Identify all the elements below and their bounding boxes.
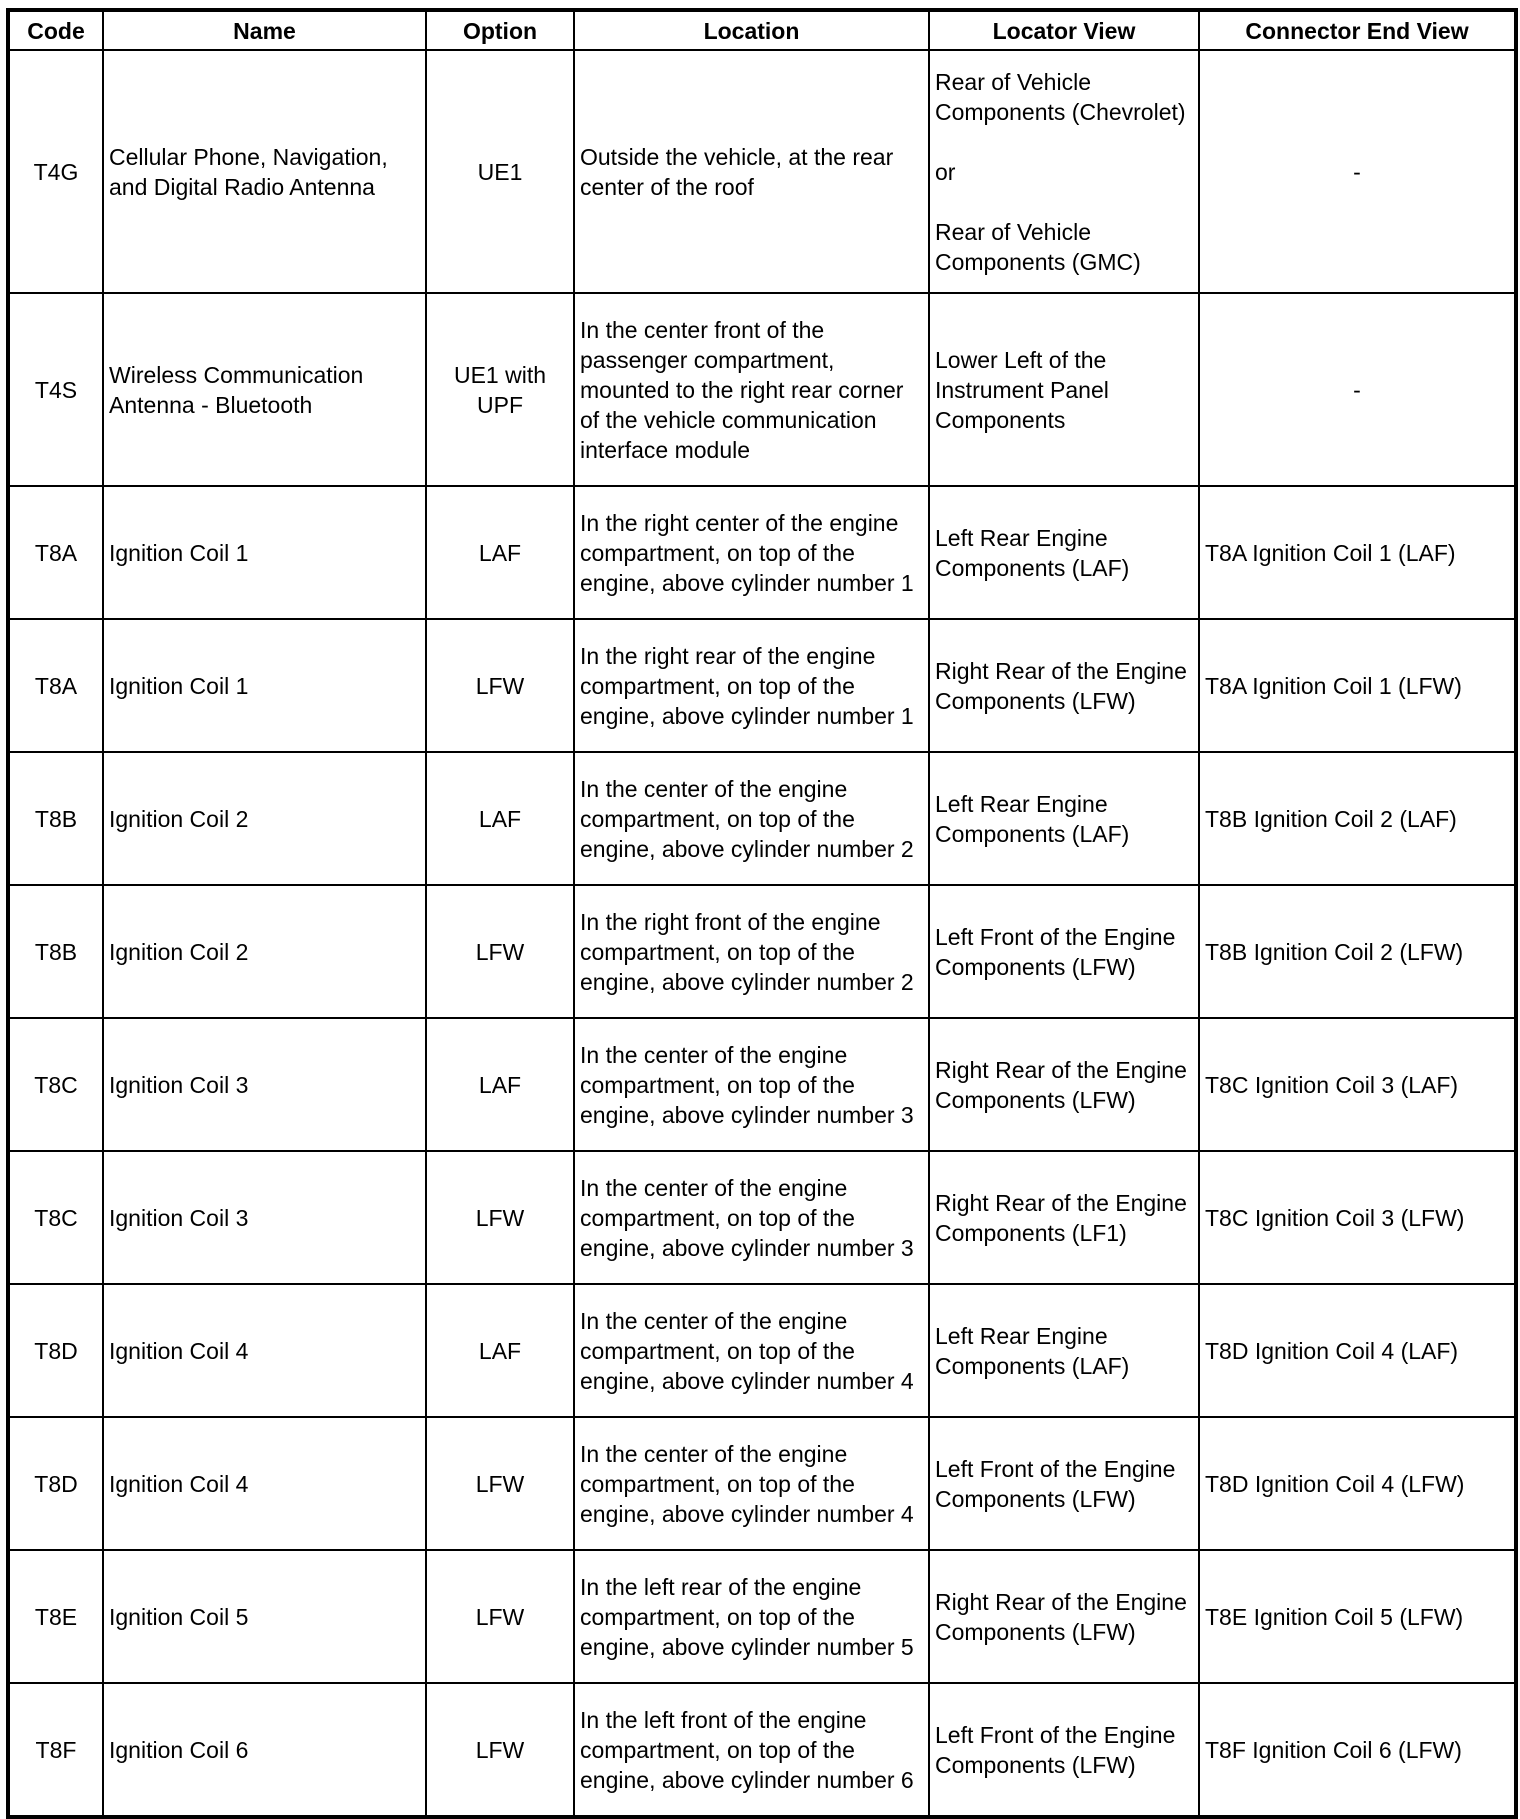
cell-option: LFW bbox=[426, 1151, 574, 1284]
cell-locator-view bbox=[929, 619, 1199, 752]
locator-view-link[interactable]: Rear of Vehicle Components (Chevrolet) bbox=[935, 68, 1186, 125]
cell-locator-view bbox=[929, 1284, 1199, 1417]
header-name: Name bbox=[103, 10, 426, 50]
cell-location: In the center of the engine compartment, on top of the engine, above cylinder number 3 bbox=[574, 1151, 929, 1284]
cell-option: LAF bbox=[426, 1284, 574, 1417]
cell-connector-end-view[interactable]: T8A Ignition Coil 1 (LFW) bbox=[1199, 619, 1516, 752]
cell-option: LAF bbox=[426, 752, 574, 885]
header-option: Option bbox=[426, 10, 574, 50]
cell-locator-view bbox=[929, 486, 1199, 619]
component-locator-table bbox=[6, 8, 1518, 1819]
cell-connector-end-view: - bbox=[1199, 293, 1516, 486]
cell-option: UE1 bbox=[426, 50, 574, 293]
cell-option: LAF bbox=[426, 1018, 574, 1151]
cell-connector-end-view[interactable]: T8C Ignition Coil 3 (LAF) bbox=[1199, 1018, 1516, 1151]
cell-name: Ignition Coil 1 bbox=[103, 619, 426, 752]
cell-name: Ignition Coil 4 bbox=[103, 1284, 426, 1417]
cell-name: Cellular Phone, Navigation, and Digital Radio Antenna bbox=[103, 50, 426, 293]
locator-view-link[interactable]: Left Rear Engine Components (LAF) bbox=[935, 524, 1130, 581]
locator-view-link[interactable]: Right Rear of the Engine Components (LF1) bbox=[935, 1189, 1187, 1246]
header-row bbox=[8, 10, 1516, 50]
cell-location: In the right front of the engine compartment, on top of the engine, above cylinder number 2 bbox=[574, 885, 929, 1018]
cell-name: Ignition Coil 5 bbox=[103, 1550, 426, 1683]
cell-locator-view bbox=[929, 885, 1199, 1018]
cell-code: T8A bbox=[8, 486, 103, 619]
locator-view-link[interactable]: Left Rear Engine Components (LAF) bbox=[935, 1322, 1130, 1379]
cell-location: In the left rear of the engine compartment, on top of the engine, above cylinder number 5 bbox=[574, 1550, 929, 1683]
table-row bbox=[8, 885, 1516, 1018]
table-row bbox=[8, 293, 1516, 486]
cell-option: LAF bbox=[426, 486, 574, 619]
cell-location: Outside the vehicle, at the rear center of the roof bbox=[574, 50, 929, 293]
locator-view-link[interactable]: Left Rear Engine Components (LAF) bbox=[935, 790, 1130, 847]
cell-connector-end-view[interactable]: T8B Ignition Coil 2 (LAF) bbox=[1199, 752, 1516, 885]
cell-code: T8A bbox=[8, 619, 103, 752]
cell-locator-view bbox=[929, 752, 1199, 885]
cell-name: Ignition Coil 4 bbox=[103, 1417, 426, 1550]
cell-location: In the center front of the passenger compartment, mounted to the right rear corner of the vehicle communication interface module bbox=[574, 293, 929, 486]
cell-locator-view bbox=[929, 1417, 1199, 1550]
cell-connector-end-view: - bbox=[1199, 50, 1516, 293]
table-row bbox=[8, 1417, 1516, 1550]
cell-connector-end-view[interactable]: T8A Ignition Coil 1 (LAF) bbox=[1199, 486, 1516, 619]
table-row bbox=[8, 619, 1516, 752]
locator-view-link[interactable]: Right Rear of the Engine Components (LFW) bbox=[935, 657, 1187, 714]
locator-view-link[interactable]: Left Front of the Engine Components (LFW) bbox=[935, 1455, 1176, 1512]
cell-location: In the center of the engine compartment, on top of the engine, above cylinder number 2 bbox=[574, 752, 929, 885]
cell-connector-end-view[interactable]: T8D Ignition Coil 4 (LAF) bbox=[1199, 1284, 1516, 1417]
cell-location: In the right center of the engine compartment, on top of the engine, above cylinder number 1 bbox=[574, 486, 929, 619]
cell-name: Ignition Coil 1 bbox=[103, 486, 426, 619]
locator-view-link[interactable]: Right Rear of the Engine Components (LFW) bbox=[935, 1056, 1187, 1113]
cell-name: Wireless Communication Antenna - Bluetooth bbox=[103, 293, 426, 486]
cell-locator-view bbox=[929, 1018, 1199, 1151]
cell-location: In the left front of the engine compartment, on top of the engine, above cylinder number 6 bbox=[574, 1683, 929, 1817]
cell-connector-end-view[interactable]: T8F Ignition Coil 6 (LFW) bbox=[1199, 1683, 1516, 1817]
table-row bbox=[8, 1151, 1516, 1284]
cell-code: T8B bbox=[8, 885, 103, 1018]
cell-location: In the right rear of the engine compartment, on top of the engine, above cylinder number 1 bbox=[574, 619, 929, 752]
table-row bbox=[8, 1018, 1516, 1151]
locator-view-link[interactable]: Left Front of the Engine Components (LFW) bbox=[935, 923, 1176, 980]
cell-connector-end-view[interactable]: T8C Ignition Coil 3 (LFW) bbox=[1199, 1151, 1516, 1284]
cell-code: T8D bbox=[8, 1284, 103, 1417]
cell-location: In the center of the engine compartment, on top of the engine, above cylinder number 4 bbox=[574, 1284, 929, 1417]
cell-location: In the center of the engine compartment, on top of the engine, above cylinder number 4 bbox=[574, 1417, 929, 1550]
header-code: Code bbox=[8, 10, 103, 50]
cell-locator-view bbox=[929, 293, 1199, 486]
cell-locator-view bbox=[929, 1683, 1199, 1817]
locator-view-link[interactable]: Right Rear of the Engine Components (LFW) bbox=[935, 1588, 1187, 1645]
table-row bbox=[8, 486, 1516, 619]
header-locator-view: Locator View bbox=[929, 10, 1199, 50]
cell-code: T8F bbox=[8, 1683, 103, 1817]
header-connector-end-view: Connector End View bbox=[1199, 10, 1516, 50]
cell-name: Ignition Coil 3 bbox=[103, 1018, 426, 1151]
table-row bbox=[8, 50, 1516, 293]
cell-connector-end-view[interactable]: T8D Ignition Coil 4 (LFW) bbox=[1199, 1417, 1516, 1550]
cell-code: T8C bbox=[8, 1151, 103, 1284]
cell-code: T8B bbox=[8, 752, 103, 885]
table-row bbox=[8, 1550, 1516, 1683]
locator-view-link[interactable]: Lower Left of the Instrument Panel Components bbox=[935, 346, 1109, 433]
table-row bbox=[8, 752, 1516, 885]
cell-option: UE1 with UPF bbox=[426, 293, 574, 486]
cell-locator-view bbox=[929, 50, 1199, 293]
cell-connector-end-view[interactable]: T8E Ignition Coil 5 (LFW) bbox=[1199, 1550, 1516, 1683]
cell-name: Ignition Coil 3 bbox=[103, 1151, 426, 1284]
cell-code: T8E bbox=[8, 1550, 103, 1683]
header-location: Location bbox=[574, 10, 929, 50]
cell-name: Ignition Coil 2 bbox=[103, 885, 426, 1018]
cell-location: In the center of the engine compartment, on top of the engine, above cylinder number 3 bbox=[574, 1018, 929, 1151]
cell-connector-end-view[interactable]: T8B Ignition Coil 2 (LFW) bbox=[1199, 885, 1516, 1018]
cell-locator-view bbox=[929, 1550, 1199, 1683]
cell-code: T4G bbox=[8, 50, 103, 293]
locator-view-link: or bbox=[935, 158, 956, 185]
cell-option: LFW bbox=[426, 1550, 574, 1683]
locator-view-link[interactable]: Left Front of the Engine Components (LFW) bbox=[935, 1721, 1176, 1778]
cell-name: Ignition Coil 2 bbox=[103, 752, 426, 885]
cell-option: LFW bbox=[426, 619, 574, 752]
cell-locator-view bbox=[929, 1151, 1199, 1284]
cell-option: LFW bbox=[426, 1683, 574, 1817]
cell-code: T8C bbox=[8, 1018, 103, 1151]
cell-name: Ignition Coil 6 bbox=[103, 1683, 426, 1817]
cell-code: T8D bbox=[8, 1417, 103, 1550]
cell-code: T4S bbox=[8, 293, 103, 486]
cell-option: LFW bbox=[426, 1417, 574, 1550]
cell-option: LFW bbox=[426, 885, 574, 1018]
table-row bbox=[8, 1284, 1516, 1417]
locator-view-link[interactable]: Rear of Vehicle Components (GMC) bbox=[935, 218, 1141, 275]
table-row bbox=[8, 1683, 1516, 1817]
